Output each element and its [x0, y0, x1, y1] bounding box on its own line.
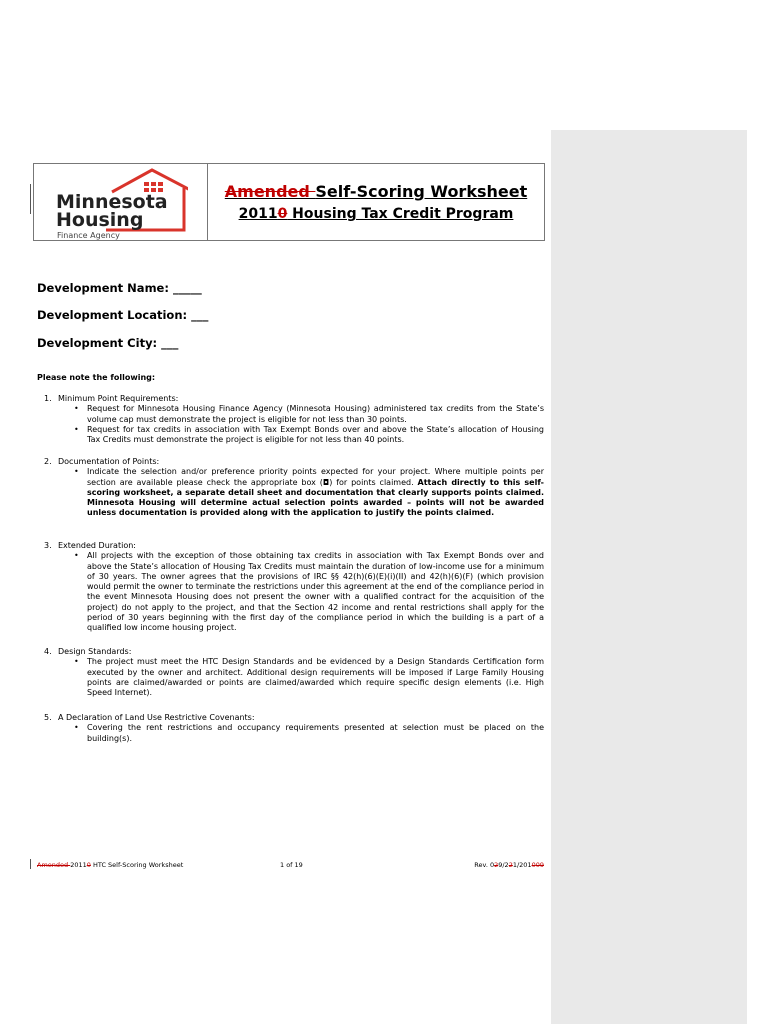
section-number: 1.: [44, 394, 52, 403]
document-page: [30, 0, 548, 1024]
bullet-text: All projects with the exception of those obtaining tax credits in association with Tax Exempt Bonds over and above the State’s allocation of Housing Tax Credits must maintain the duration of low-income use for a minimum of 30 years. The owner agrees that the provisions of IRC §§ 42(h)(6)(E)(i)(II) and 42(h)(6)(F) (which provision would permit the owner to terminate the restrictions under this agreement at the end of the compliance period in the event Minnesota Housing does not present the owner with a qualified contract for the acquisition of the project) do not apply to the project, and that the Section 42 income and rental restrictions shall apply for the period of 30 years beginning with the first day of the compliance period in which the building is a part of a qualified low income housing project.: [87, 551, 544, 633]
footer-title-text: HTC Self-Scoring Worksheet: [90, 861, 184, 869]
subtitle-deleted-digit: 0: [277, 206, 288, 222]
list-item: [44, 404, 544, 425]
title-area: [208, 164, 544, 240]
logo-text-agency: Finance Agency: [57, 231, 120, 240]
section-title: [44, 647, 544, 657]
document-subtitle: [208, 206, 544, 222]
rev-text: 9/2: [498, 861, 509, 869]
rev-text: Rev. 0: [474, 861, 495, 869]
section-number: 2.: [44, 457, 52, 466]
title-deleted-text: Amended: [224, 182, 316, 201]
bullet-icon: •: [74, 723, 79, 733]
section-number: 5.: [44, 713, 52, 722]
section-title-text: A Declaration of Land Use Restrictive Covenants:: [58, 713, 255, 722]
list-item: [44, 425, 544, 446]
section-design-standards: [44, 647, 544, 698]
section-documentation: [44, 457, 544, 519]
rev-deleted: 0: [531, 861, 536, 869]
page-number: 1 of 19: [280, 861, 303, 869]
section-title-text: Design Standards:: [58, 647, 132, 656]
section-land-use-covenants: [44, 713, 544, 744]
development-location-field: Development Location: ___: [37, 308, 209, 322]
section-minimum-points: [44, 394, 544, 445]
list-item: [44, 657, 544, 698]
section-title-text: Documentation of Points:: [58, 457, 160, 466]
bullet-text: Indicate the selection and/or preference priority points expected for your project. Where multiple points per section are available please check the appropriate box (◘) for points claimed.: [87, 467, 544, 487]
bullet-text: Covering the rent restrictions and occupancy requirements presented at selection must be placed on the building(s).: [87, 723, 544, 743]
bullet-icon: •: [74, 424, 79, 434]
bullet-text: The project must meet the HTC Design Standards and be evidenced by a Design Standards Certification form executed by the owner and architect. Additional design requirements will be imposed if Large Family Housing points are claimed/awarded or points are claimed/awarded which require specific design elements (i.e. High Speed Internet).: [87, 657, 544, 698]
minnesota-housing-logo: [48, 164, 188, 240]
footer-year: 2011: [70, 861, 87, 869]
logo-text-minnesota: Minnesota: [56, 191, 168, 213]
footer-title: [37, 861, 183, 869]
list-item: [44, 723, 544, 744]
subtitle-main-text: Housing Tax Credit Program: [287, 206, 514, 222]
section-title: [44, 713, 544, 723]
footer-deleted-digit: 0: [86, 861, 91, 869]
bullet-bold-text: Attach directly to this self-scoring worksheet, a separate detail sheet and documentation that clearly supports points claimed. Minnesota Housing will determine actual selection points awarded – points will not be awarded unless documentation is provided along with the application to justify the points claimed.: [87, 477, 544, 518]
section-number: 4.: [44, 647, 52, 656]
bullet-icon: •: [74, 404, 79, 414]
footer-deleted-text: Amended: [37, 861, 71, 869]
rev-deleted: 09: [535, 861, 544, 869]
header-table: [33, 163, 545, 241]
document-title: [208, 182, 544, 201]
section-title: [44, 457, 544, 467]
rev-deleted: 2: [508, 861, 513, 869]
logo-text-housing: Housing: [56, 209, 144, 231]
rev-text: 1/201: [512, 861, 532, 869]
bullet-text: Request for Minnesota Housing Finance Agency (Minnesota Housing) administered tax credits from the State’s volume cap must demonstrate the project is eligible for not less than 30 points.: [87, 404, 544, 424]
development-city-field: Development City: ___: [37, 336, 179, 350]
revision-date: [474, 861, 544, 869]
bullet-text: Request for tax credits in association with Tax Exempt Bonds over and above the State’s allocation of Housing Tax Credits must demonstrate the project is eligible for not less than 40 points.: [87, 424, 544, 445]
title-main-text: Self-Scoring Worksheet: [315, 182, 528, 201]
bullet-icon: •: [74, 467, 79, 477]
section-extended-duration: [44, 541, 544, 634]
development-name-field: Development Name: _____: [37, 281, 202, 295]
change-bar: [30, 184, 31, 214]
list-item: [44, 467, 544, 518]
bullet-icon: •: [74, 551, 79, 561]
section-title-text: Extended Duration:: [58, 541, 136, 550]
list-item: [44, 551, 544, 633]
change-bar: [30, 859, 31, 869]
comment-pane: [551, 130, 747, 1024]
section-number: 3.: [44, 541, 52, 550]
rev-deleted: 2: [494, 861, 499, 869]
bullet-icon: •: [74, 657, 79, 667]
notes-heading: Please note the following:: [37, 373, 156, 382]
subtitle-year: 2011: [238, 206, 278, 222]
section-title-text: Minimum Point Requirements:: [58, 394, 179, 403]
section-title: [44, 541, 544, 551]
section-title: [44, 394, 544, 404]
